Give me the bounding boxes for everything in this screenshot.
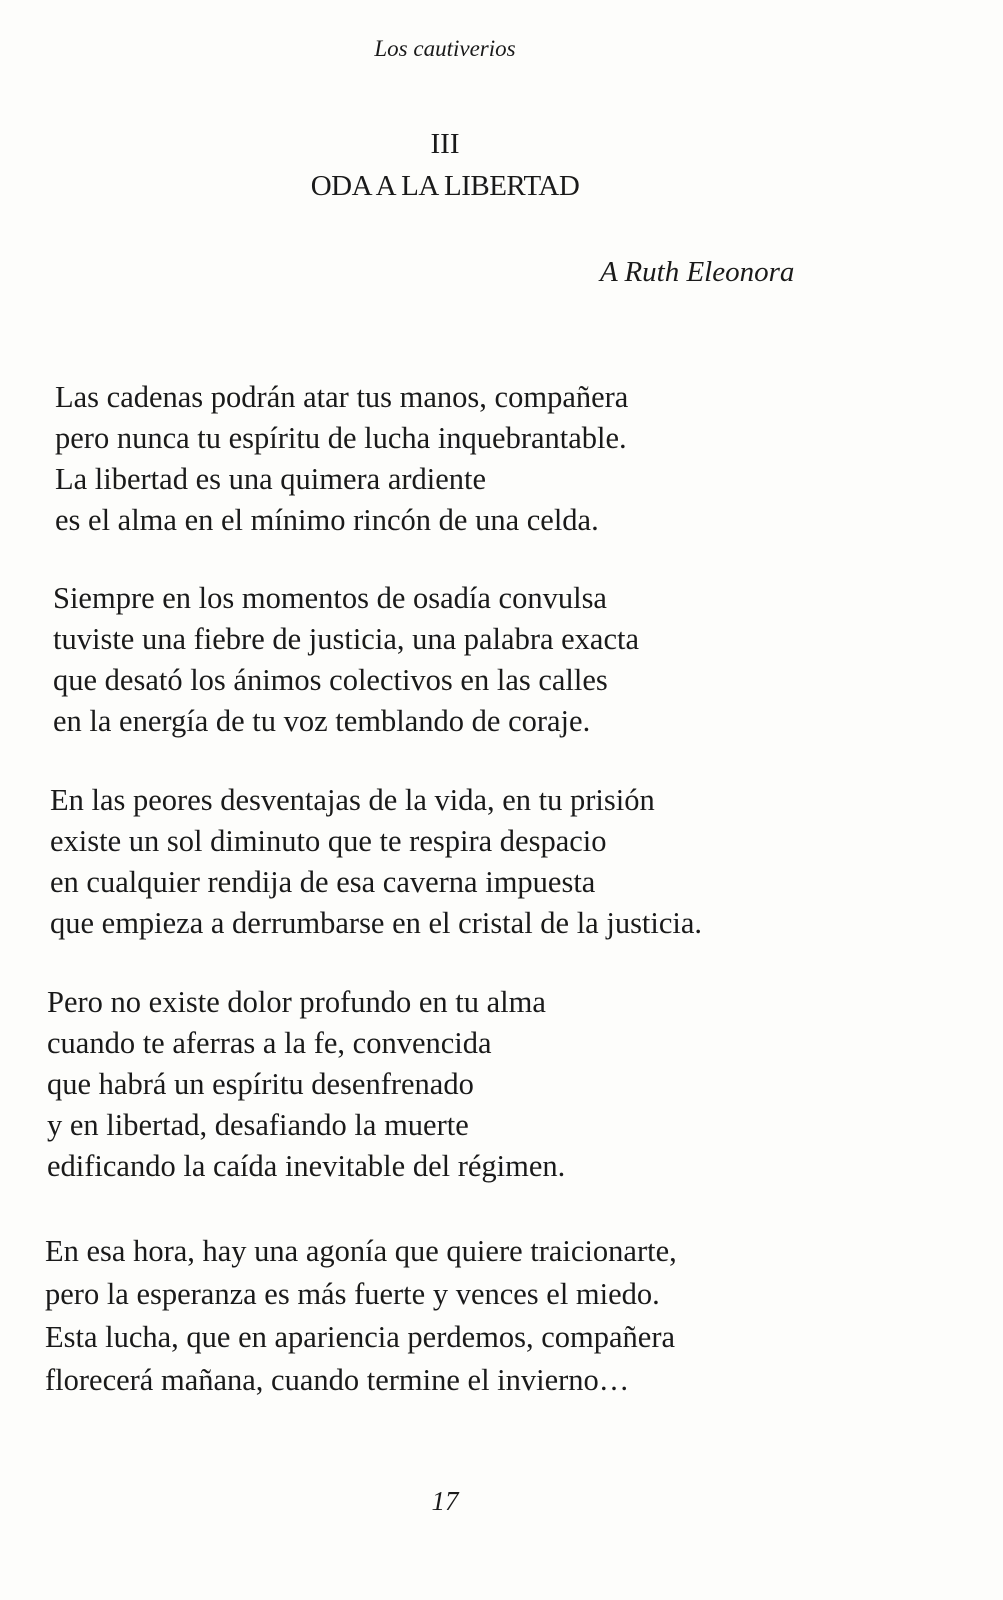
dedication: A Ruth Eleonora	[600, 256, 795, 288]
section-number: III	[430, 128, 460, 160]
verse-line: es el alma en el mínimo rincón de una celda.	[55, 503, 599, 537]
verse-line: en cualquier rendija de esa caverna impuesta	[50, 865, 596, 899]
verse-line: y en libertad, desafiando la muerte	[47, 1108, 469, 1142]
stanza-2	[53, 578, 639, 742]
stanza-1	[55, 377, 628, 541]
verse-line: Pero no existe dolor profundo en tu alma	[47, 985, 546, 1019]
verse-line: tuviste una fiebre de justicia, una palabra exacta	[53, 622, 640, 656]
verse-line: que empieza a derrumbarse en el cristal de la justicia.	[50, 906, 703, 940]
verse-line: En las peores desventajas de la vida, en tu prisión	[50, 783, 655, 817]
verse-line: que habrá un espíritu desenfrenado	[47, 1067, 474, 1101]
stanza-4	[47, 982, 565, 1187]
running-header: Los cautiverios	[374, 36, 516, 61]
verse-line: Las cadenas podrán atar tus manos, compañera	[55, 380, 629, 414]
verse-line: En esa hora, hay una agonía que quiere traicionarte,	[45, 1234, 677, 1268]
verse-line: La libertad es una quimera ardiente	[55, 462, 487, 496]
verse-line: cuando te aferras a la fe, convencida	[47, 1026, 492, 1060]
page-number: 17	[431, 1486, 459, 1516]
verse-line: existe un sol diminuto que te respira despacio	[50, 824, 607, 858]
verse-line: edificando la caída inevitable del régimen.	[47, 1149, 566, 1183]
verse-line: Esta lucha, que en apariencia perdemos, compañera	[45, 1320, 676, 1354]
verse-line: pero nunca tu espíritu de lucha inquebrantable.	[55, 421, 627, 455]
verse-line: florecerá mañana, cuando termine el invierno…	[45, 1363, 630, 1397]
poem-title: ODA A LA LIBERTAD	[310, 170, 580, 202]
verse-line: en la energía de tu voz temblando de coraje.	[53, 704, 591, 738]
stanza-5	[45, 1230, 677, 1402]
verse-line: Siempre en los momentos de osadía convulsa	[53, 581, 607, 615]
stanza-3	[50, 780, 702, 944]
verse-line: pero la esperanza es más fuerte y vences el miedo.	[45, 1277, 660, 1311]
verse-line: que desató los ánimos colectivos en las calles	[53, 663, 608, 697]
